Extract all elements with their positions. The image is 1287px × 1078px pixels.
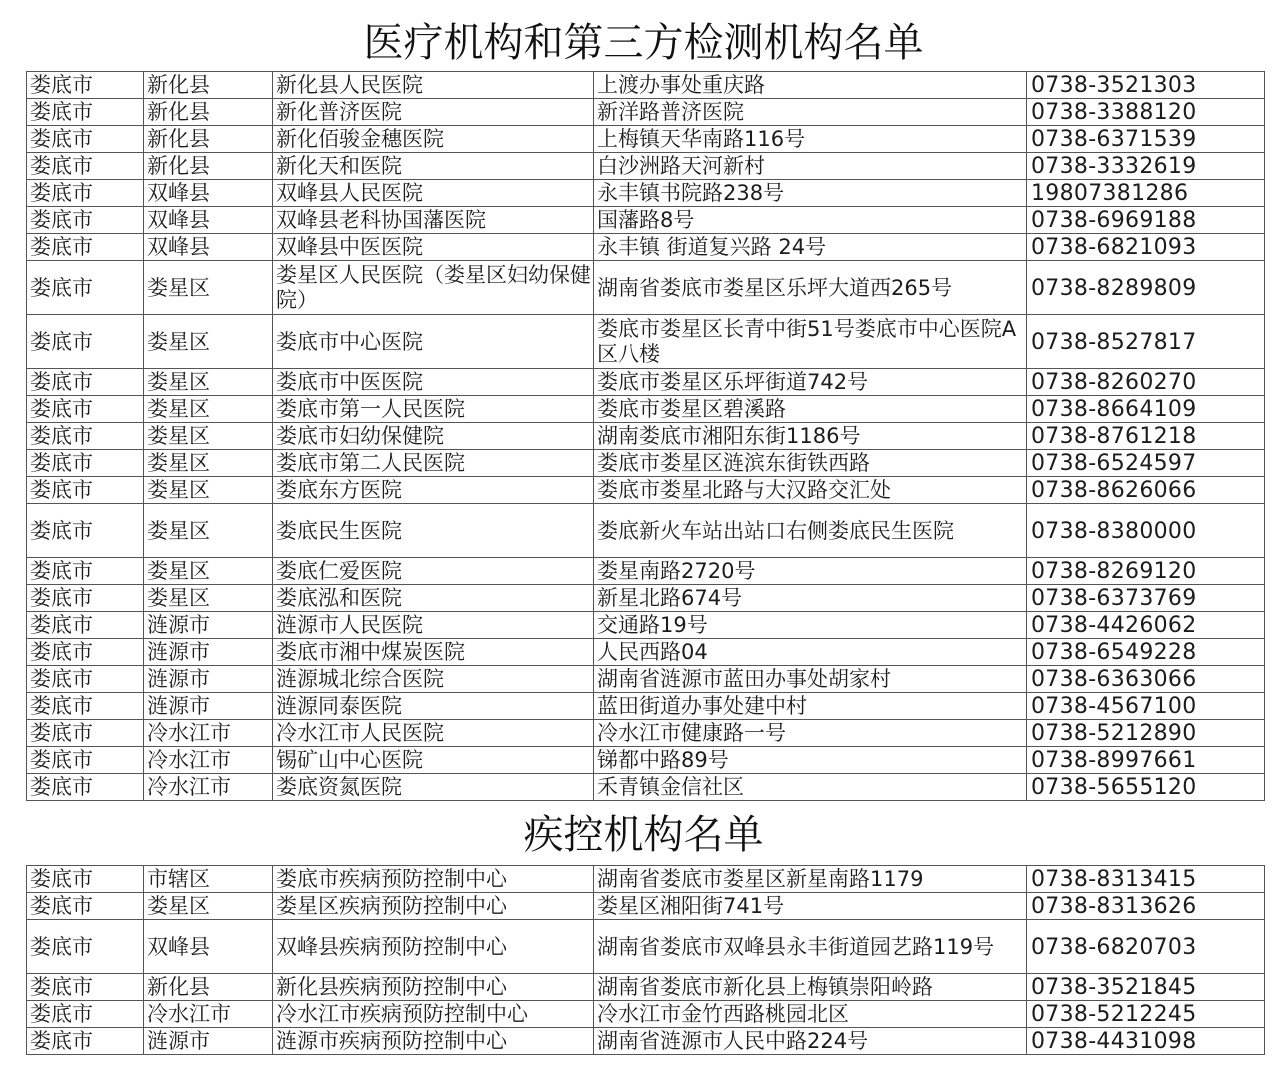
table-row [27, 920, 1265, 974]
phone-cell: 0738-8313415 [1027, 866, 1265, 893]
table-row [27, 893, 1265, 920]
table-row [27, 234, 1265, 261]
institution-name-cell: 双峰县人民医院 [273, 180, 594, 207]
phone-cell: 0738-4431098 [1027, 1028, 1265, 1055]
address-cell: 娄底市娄星区长青中街51号娄底市中心医院A区八楼 [594, 315, 1027, 369]
institution-name-cell: 新化天和医院 [273, 153, 594, 180]
phone-cell: 0738-8527817 [1027, 315, 1265, 369]
institution-name-cell: 锡矿山中心医院 [273, 747, 594, 774]
city-cell: 娄底市 [27, 180, 144, 207]
city-cell: 娄底市 [27, 920, 144, 974]
table-row [27, 369, 1265, 396]
city-cell: 娄底市 [27, 866, 144, 893]
phone-cell: 0738-8626066 [1027, 477, 1265, 504]
table-row [27, 477, 1265, 504]
district-cell: 新化县 [144, 126, 273, 153]
address-cell: 上渡办事处重庆路 [594, 72, 1027, 99]
phone-cell: 0738-4426062 [1027, 612, 1265, 639]
table-row [27, 99, 1265, 126]
address-cell: 娄底市娄星区碧溪路 [594, 396, 1027, 423]
phone-cell: 0738-4567100 [1027, 693, 1265, 720]
address-cell: 白沙洲路天河新村 [594, 153, 1027, 180]
address-cell: 永丰镇 街道复兴路 24号 [594, 234, 1027, 261]
institution-name-cell: 娄底市妇幼保健院 [273, 423, 594, 450]
district-cell: 双峰县 [144, 207, 273, 234]
medical-institutions-table [26, 71, 1265, 801]
institution-name-cell: 娄星区疾病预防控制中心 [273, 893, 594, 920]
table-row [27, 747, 1265, 774]
phone-cell: 0738-3388120 [1027, 99, 1265, 126]
district-cell: 涟源市 [144, 693, 273, 720]
institution-name-cell: 娄底市第二人民医院 [273, 450, 594, 477]
table-row [27, 558, 1265, 585]
district-cell: 市辖区 [144, 866, 273, 893]
district-cell: 涟源市 [144, 666, 273, 693]
address-cell: 永丰镇书院路238号 [594, 180, 1027, 207]
city-cell: 娄底市 [27, 207, 144, 234]
cdc-institutions-table [26, 865, 1265, 1055]
table-row [27, 693, 1265, 720]
table-row [27, 180, 1265, 207]
phone-cell: 0738-3521845 [1027, 974, 1265, 1001]
district-cell: 娄星区 [144, 450, 273, 477]
address-cell: 锑都中路89号 [594, 747, 1027, 774]
table-row [27, 423, 1265, 450]
institution-name-cell: 涟源市疾病预防控制中心 [273, 1028, 594, 1055]
phone-cell: 0738-5212890 [1027, 720, 1265, 747]
phone-cell: 0738-5655120 [1027, 774, 1265, 801]
institution-name-cell: 新化普济医院 [273, 99, 594, 126]
institution-name-cell: 涟源同泰医院 [273, 693, 594, 720]
address-cell: 人民西路04 [594, 639, 1027, 666]
institution-name-cell: 娄底市中心医院 [273, 315, 594, 369]
address-cell: 交通路19号 [594, 612, 1027, 639]
address-cell: 娄底新火车站出站口右侧娄底民生医院 [594, 504, 1027, 558]
district-cell: 娄星区 [144, 504, 273, 558]
table-row [27, 774, 1265, 801]
phone-cell: 0738-8761218 [1027, 423, 1265, 450]
address-cell: 湖南娄底市湘阳东街1186号 [594, 423, 1027, 450]
city-cell: 娄底市 [27, 1001, 144, 1028]
district-cell: 娄星区 [144, 315, 273, 369]
phone-cell: 0738-5212245 [1027, 1001, 1265, 1028]
table-row [27, 720, 1265, 747]
city-cell: 娄底市 [27, 974, 144, 1001]
phone-cell: 0738-3521303 [1027, 72, 1265, 99]
city-cell: 娄底市 [27, 747, 144, 774]
district-cell: 冷水江市 [144, 720, 273, 747]
institution-name-cell: 涟源城北综合医院 [273, 666, 594, 693]
phone-cell: 0738-3332619 [1027, 153, 1265, 180]
table-row [27, 207, 1265, 234]
table-row [27, 261, 1265, 315]
address-cell: 娄底市娄星北路与大汉路交汇处 [594, 477, 1027, 504]
table-row [27, 450, 1265, 477]
institution-name-cell: 新化县疾病预防控制中心 [273, 974, 594, 1001]
address-cell: 娄星南路2720号 [594, 558, 1027, 585]
city-cell: 娄底市 [27, 396, 144, 423]
district-cell: 娄星区 [144, 477, 273, 504]
institution-name-cell: 娄底市疾病预防控制中心 [273, 866, 594, 893]
phone-cell: 0738-6820703 [1027, 920, 1265, 974]
phone-cell: 0738-8997661 [1027, 747, 1265, 774]
district-cell: 冷水江市 [144, 1001, 273, 1028]
district-cell: 娄星区 [144, 396, 273, 423]
institution-name-cell: 娄底资氮医院 [273, 774, 594, 801]
city-cell: 娄底市 [27, 639, 144, 666]
address-cell: 蓝田街道办事处建中村 [594, 693, 1027, 720]
district-cell: 娄星区 [144, 261, 273, 315]
city-cell: 娄底市 [27, 477, 144, 504]
table-row [27, 126, 1265, 153]
table-row [27, 1001, 1265, 1028]
institution-name-cell: 娄底市湘中煤炭医院 [273, 639, 594, 666]
city-cell: 娄底市 [27, 315, 144, 369]
district-cell: 新化县 [144, 99, 273, 126]
table-row [27, 315, 1265, 369]
district-cell: 涟源市 [144, 612, 273, 639]
phone-cell: 19807381286 [1027, 180, 1265, 207]
table-row [27, 866, 1265, 893]
phone-cell: 0738-6524597 [1027, 450, 1265, 477]
institution-name-cell: 娄底市中医医院 [273, 369, 594, 396]
city-cell: 娄底市 [27, 612, 144, 639]
institution-name-cell: 冷水江市疾病预防控制中心 [273, 1001, 594, 1028]
phone-cell: 0738-6549228 [1027, 639, 1265, 666]
phone-cell: 0738-6821093 [1027, 234, 1265, 261]
institution-name-cell: 娄星区人民医院（娄星区妇幼保健院） [273, 261, 594, 315]
city-cell: 娄底市 [27, 369, 144, 396]
institution-name-cell: 冷水江市人民医院 [273, 720, 594, 747]
city-cell: 娄底市 [27, 261, 144, 315]
city-cell: 娄底市 [27, 585, 144, 612]
address-cell: 湖南省娄底市双峰县永丰街道园艺路119号 [594, 920, 1027, 974]
city-cell: 娄底市 [27, 153, 144, 180]
address-cell: 上梅镇天华南路116号 [594, 126, 1027, 153]
address-cell: 新洋路普济医院 [594, 99, 1027, 126]
phone-cell: 0738-8313626 [1027, 893, 1265, 920]
institution-name-cell: 涟源市人民医院 [273, 612, 594, 639]
table-row [27, 1028, 1265, 1055]
district-cell: 娄星区 [144, 893, 273, 920]
city-cell: 娄底市 [27, 423, 144, 450]
address-cell: 冷水江市金竹西路桃园北区 [594, 1001, 1027, 1028]
address-cell: 娄底市娄星区涟滨东街铁西路 [594, 450, 1027, 477]
table-row [27, 72, 1265, 99]
phone-cell: 0738-6969188 [1027, 207, 1265, 234]
address-cell: 湖南省涟源市蓝田办事处胡家村 [594, 666, 1027, 693]
district-cell: 双峰县 [144, 180, 273, 207]
city-cell: 娄底市 [27, 774, 144, 801]
district-cell: 双峰县 [144, 920, 273, 974]
district-cell: 新化县 [144, 72, 273, 99]
city-cell: 娄底市 [27, 72, 144, 99]
district-cell: 娄星区 [144, 585, 273, 612]
address-cell: 湖南省娄底市新化县上梅镇崇阳岭路 [594, 974, 1027, 1001]
address-cell: 湖南省涟源市人民中路224号 [594, 1028, 1027, 1055]
institution-name-cell: 新化县人民医院 [273, 72, 594, 99]
phone-cell: 0738-8289809 [1027, 261, 1265, 315]
address-cell: 冷水江市健康路一号 [594, 720, 1027, 747]
city-cell: 娄底市 [27, 126, 144, 153]
phone-cell: 0738-8260270 [1027, 369, 1265, 396]
address-cell: 湖南省娄底市娄星区乐坪大道西265号 [594, 261, 1027, 315]
institution-name-cell: 双峰县老科协国藩医院 [273, 207, 594, 234]
phone-cell: 0738-6373769 [1027, 585, 1265, 612]
city-cell: 娄底市 [27, 893, 144, 920]
phone-cell: 0738-6371539 [1027, 126, 1265, 153]
table-row [27, 585, 1265, 612]
institution-name-cell: 新化佰骏金穗医院 [273, 126, 594, 153]
phone-cell: 0738-8269120 [1027, 558, 1265, 585]
city-cell: 娄底市 [27, 450, 144, 477]
table-row [27, 639, 1265, 666]
district-cell: 娄星区 [144, 369, 273, 396]
section-title-medical: 医疗机构和第三方检测机构名单 [363, 20, 924, 66]
section-title-cdc: 疾控机构名单 [523, 812, 764, 858]
district-cell: 双峰县 [144, 234, 273, 261]
district-cell: 冷水江市 [144, 774, 273, 801]
institution-name-cell: 双峰县疾病预防控制中心 [273, 920, 594, 974]
institution-name-cell: 娄底仁爱医院 [273, 558, 594, 585]
district-cell: 新化县 [144, 153, 273, 180]
phone-cell: 0738-8664109 [1027, 396, 1265, 423]
address-cell: 湖南省娄底市娄星区新星南路1179 [594, 866, 1027, 893]
city-cell: 娄底市 [27, 504, 144, 558]
city-cell: 娄底市 [27, 666, 144, 693]
institution-name-cell: 娄底民生医院 [273, 504, 594, 558]
phone-cell: 0738-8380000 [1027, 504, 1265, 558]
table-row [27, 396, 1265, 423]
table-row [27, 612, 1265, 639]
institution-name-cell: 娄底市第一人民医院 [273, 396, 594, 423]
city-cell: 娄底市 [27, 99, 144, 126]
institution-name-cell: 娄底东方医院 [273, 477, 594, 504]
district-cell: 涟源市 [144, 1028, 273, 1055]
city-cell: 娄底市 [27, 558, 144, 585]
city-cell: 娄底市 [27, 720, 144, 747]
address-cell: 国藩路8号 [594, 207, 1027, 234]
address-cell: 娄底市娄星区乐坪街道742号 [594, 369, 1027, 396]
address-cell: 禾青镇金信社区 [594, 774, 1027, 801]
table-row [27, 974, 1265, 1001]
table-row [27, 666, 1265, 693]
district-cell: 娄星区 [144, 558, 273, 585]
city-cell: 娄底市 [27, 1028, 144, 1055]
city-cell: 娄底市 [27, 693, 144, 720]
institution-name-cell: 双峰县中医医院 [273, 234, 594, 261]
phone-cell: 0738-6363066 [1027, 666, 1265, 693]
table-row [27, 153, 1265, 180]
district-cell: 娄星区 [144, 423, 273, 450]
institution-name-cell: 娄底泓和医院 [273, 585, 594, 612]
district-cell: 新化县 [144, 974, 273, 1001]
table-row [27, 504, 1265, 558]
district-cell: 涟源市 [144, 639, 273, 666]
district-cell: 冷水江市 [144, 747, 273, 774]
city-cell: 娄底市 [27, 234, 144, 261]
address-cell: 娄星区湘阳街741号 [594, 893, 1027, 920]
address-cell: 新星北路674号 [594, 585, 1027, 612]
